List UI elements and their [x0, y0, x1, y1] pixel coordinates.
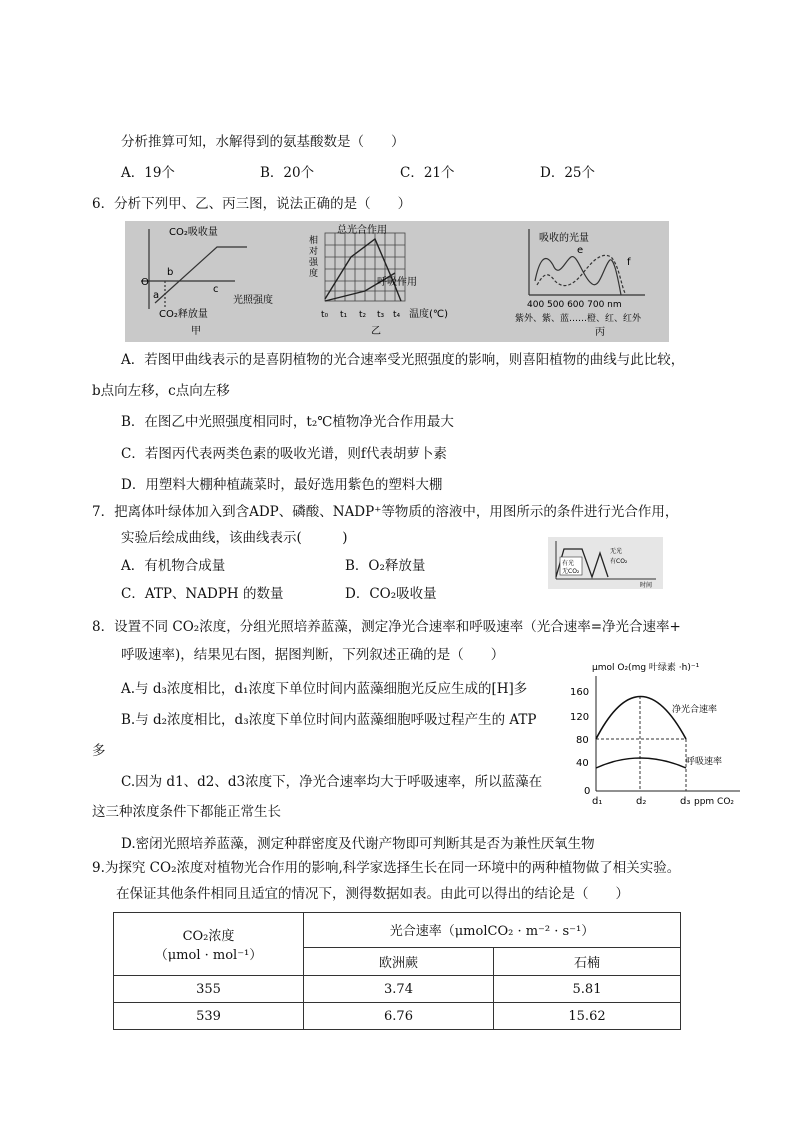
q8-ytick-0: 0 [584, 786, 591, 797]
q7-fig-l4: 有CO₂ [610, 558, 628, 565]
q8-option-b-line2: 多 [92, 743, 106, 759]
yi-caption: 乙 [371, 326, 381, 337]
q7-option-c: C．ATP、NADPH 的数量 [121, 586, 284, 602]
jia-ylabel2: CO₂释放量 [159, 309, 208, 320]
q6-option-c: C．若图丙代表两类色素的吸收光谱，则f代表胡萝卜素 [121, 446, 447, 462]
q8-ytick-80: 80 [576, 735, 589, 746]
q6-option-d: D．用塑料大棚种植蔬菜时，最好选用紫色的塑料大棚 [121, 477, 443, 493]
q7-fig-l3: 无光 [610, 548, 623, 555]
bing-e: e [577, 245, 584, 256]
q9-col-heather: 石楠 [494, 947, 681, 975]
q6-stem: 6．分析下列甲、乙、丙三图，说法正确的是（ ） [92, 196, 412, 212]
bing-colors: 紫外、紫、蓝……橙、红、红外 [515, 314, 642, 324]
table-cell: 5.81 [494, 976, 681, 1003]
q8-chart [562, 656, 746, 806]
q6-option-a-line2: b点向左移，c点向左移 [92, 383, 230, 399]
q5-option-b: B．20个 [260, 165, 315, 181]
q8-net-label: 净光合速率 [672, 705, 718, 715]
yi-ylabel-2: 对 [309, 247, 319, 257]
q8-stem-line2: 呼吸速率)，结果见右图，据图判断，下列叙述正确的是（ ） [121, 647, 505, 663]
q8-option-c-line2: 这三种浓度条件下都能正常生长 [92, 804, 281, 820]
q8-xtick-d3: d₃ [680, 796, 691, 806]
q7-stem-line2: 实验后绘成曲线，该曲线表示( ) [121, 530, 348, 546]
q5-option-a: A．19个 [121, 165, 175, 181]
jia-point-a: a [153, 290, 160, 301]
table-cell: 15.62 [494, 1003, 681, 1030]
q5-option-c: C．21个 [400, 165, 455, 181]
q6-option-b: B．在图乙中光照强度相同时，t₂℃植物净光合作用最大 [121, 414, 454, 430]
table-cell: 3.74 [304, 976, 494, 1003]
jia-ylabel: CO₂吸收量 [169, 227, 218, 238]
q8-option-c-line1: C.因为 d1、d2、d3浓度下，净光合速率均大于呼吸速率，所以蓝藻在 [121, 774, 543, 790]
q8-ytick-120: 120 [570, 712, 590, 723]
q8-stem-line1: 8．设置不同 CO₂浓度，分组光照培养蓝藻，测定净光合速率和呼吸速率（光合速率=净光合速率+ [92, 619, 681, 635]
q8-option-a: A.与 d₃浓度相比，d₁浓度下单位时间内蓝藻细胞光反应生成的[H]多 [121, 681, 528, 697]
q9-data-table [113, 912, 681, 1030]
q8-unit: μmol O₂(mg 叶绿素 ·h)⁻¹ [592, 663, 700, 673]
jia-xlabel: 光照强度 [233, 295, 273, 306]
yi-tick-1: t₁ [340, 310, 348, 320]
q7-option-b: B．O₂释放量 [345, 558, 426, 574]
q9-header-rate: 光合速率（μmolCO₂ · m⁻² · s⁻¹） [304, 913, 681, 948]
jia-origin: O [141, 277, 149, 288]
table-cell: 6.76 [304, 1003, 494, 1030]
q9-col-fern: 欧洲蕨 [304, 947, 494, 975]
q7-stem-line1: 7．把离体叶绿体加入到含ADP、磷酸、NADP⁺等物质的溶液中，用图所示的条件进行光合作用， [92, 504, 679, 520]
q7-option-d: D．CO₂吸收量 [345, 586, 437, 602]
table-cell: 539 [114, 1003, 304, 1030]
q7-option-a: A．有机物合成量 [121, 558, 226, 574]
yi-curve2-label: 呼吸作用 [377, 277, 417, 288]
q8-net-curve [596, 697, 686, 740]
bing-caption: 丙 [595, 327, 605, 338]
q8-ytick-40: 40 [576, 758, 589, 769]
yi-tick-2: t₂ [359, 310, 367, 320]
jia-point-b: b [167, 267, 174, 278]
yi-tick-3: t₃ [377, 310, 385, 320]
q8-xtick-d1: d₁ [592, 796, 603, 806]
q9-stem-line2: 在保证其他条件相同且适宜的情况下，测得数据如表。由此可以得出的结论是（ ） [116, 886, 629, 902]
q6-option-a-line1: A．若图甲曲线表示的是喜阴植物的光合速率受光照强度的影响，则喜阳植物的曲线与此比较， [121, 352, 685, 368]
q8-resp-label: 呼吸速率 [686, 757, 723, 767]
yi-ylabel-4: 度 [309, 269, 319, 279]
yi-xlabel: 温度(℃) [409, 309, 449, 320]
q9-stem-line1: 9.为探究 CO₂浓度对植物光合作用的影响,科学家选择生长在同一环境中的两种植物做了相关实验。 [92, 860, 681, 876]
bing-title: 吸收的光量 [539, 233, 589, 244]
yi-ylabel-1: 相 [309, 236, 319, 246]
jia-point-c: c [213, 284, 219, 295]
yi-ylabel-3: 强 [309, 258, 319, 268]
q8-option-d: D.密闭光照培养蓝藻，测定种群密度及代谢产物即可判断其是否为兼性厌氧生物 [121, 836, 595, 852]
yi-tick-4: t₄ [393, 310, 401, 320]
q7-fig-x: 时间 [640, 582, 653, 589]
table-row [114, 1003, 681, 1030]
q9-header-co2-a: CO₂浓度 [182, 929, 235, 944]
q8-resp-curve [596, 758, 686, 768]
jia-caption: 甲 [191, 326, 201, 337]
q8-xunit: ppm CO₂ [694, 797, 735, 806]
yi-tick-0: t₀ [321, 310, 329, 320]
q8-option-b-line1: B.与 d₂浓度相比，d₃浓度下单位时间内蓝藻细胞呼吸过程产生的 ATP [121, 712, 537, 728]
q5-stem: 分析推算可知，水解得到的氨基酸数是（ ） [121, 134, 405, 150]
q9-header-co2-b: （μmol · mol⁻¹） [154, 948, 263, 963]
bing-f: f [627, 257, 631, 268]
q7-fig-l2: 无CO₂ [562, 568, 580, 575]
q9-header-co2 [114, 913, 304, 976]
yi-curve1-label: 总光合作用 [337, 225, 387, 236]
q6-figure-panel [125, 221, 669, 342]
table-row [114, 976, 681, 1003]
q7-fig-l1: 有光 [562, 560, 575, 567]
q8-ytick-160: 160 [570, 687, 590, 698]
table-cell: 355 [114, 976, 304, 1003]
q8-xtick-d2: d₂ [636, 796, 647, 806]
q7-figure [548, 537, 663, 589]
bing-ticks: 400 500 600 700 nm [527, 300, 622, 310]
q5-option-d: D．25个 [540, 165, 596, 181]
